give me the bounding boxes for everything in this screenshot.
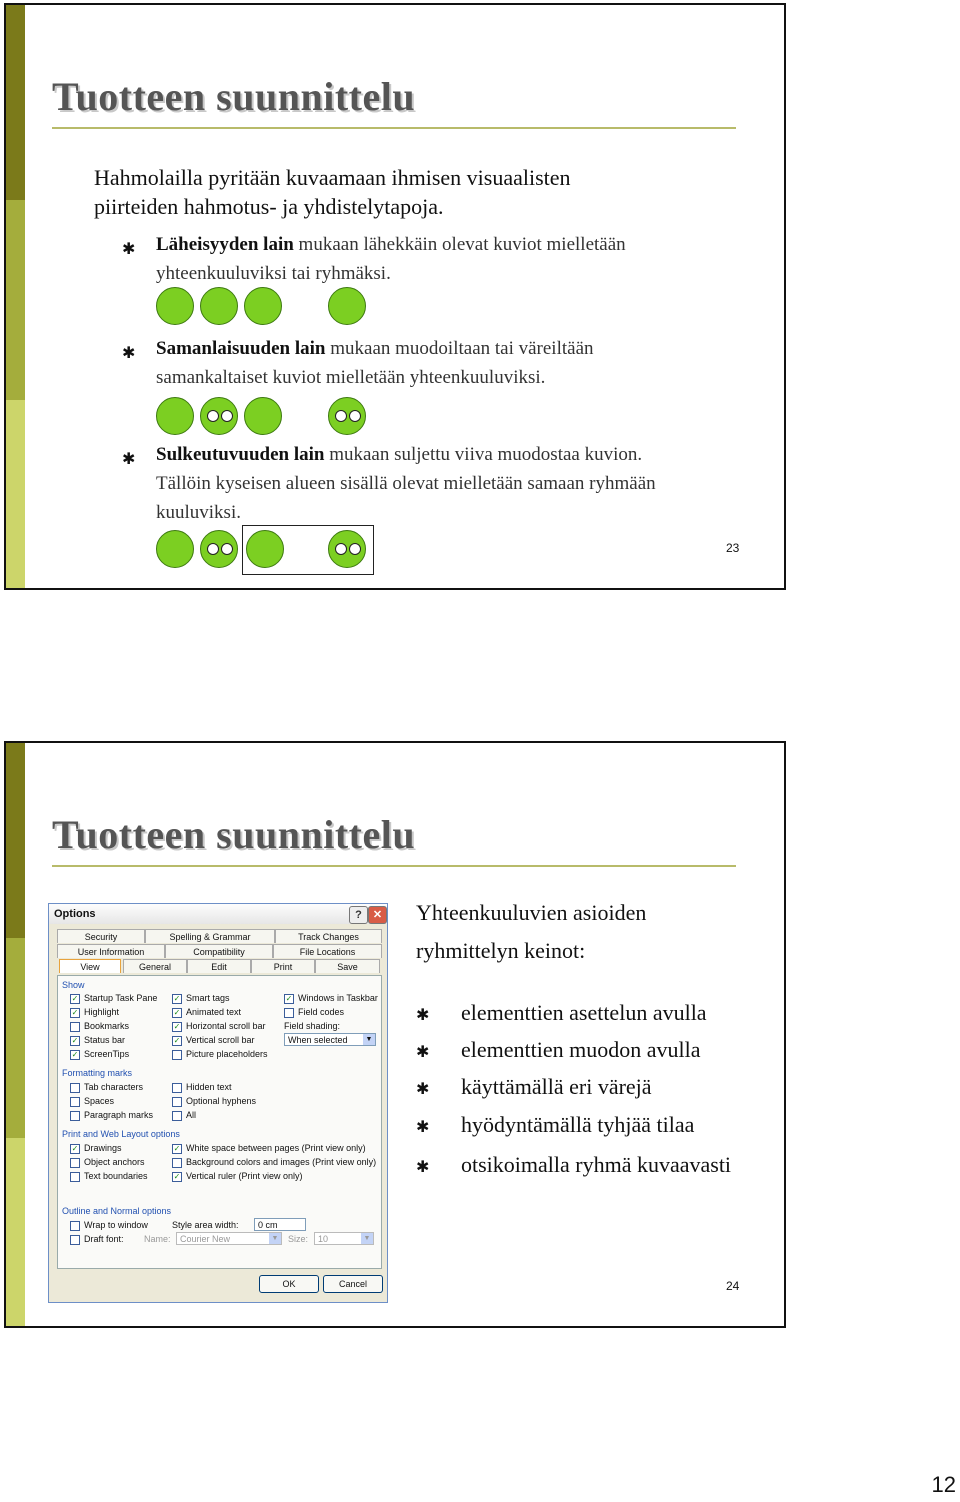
bullet-similarity-line2: samankaltaiset kuviot mielletään yhteenkuuluviksi.	[156, 367, 546, 388]
slide-sidebar	[6, 743, 25, 1326]
bullet-star-icon: ✱	[416, 1007, 430, 1024]
checkbox-background-colors[interactable]: Background colors and images (Print view only)	[172, 1157, 376, 1168]
circle-shape	[156, 530, 194, 568]
tab-save[interactable]: Save	[315, 959, 380, 973]
tab-spelling[interactable]: Spelling & Grammar	[145, 929, 275, 943]
checkbox-highlight[interactable]: ✓ Highlight	[71, 1007, 120, 1017]
circle-shape	[200, 287, 238, 325]
circle-shape	[244, 397, 282, 435]
document-page-number: 12	[931, 1472, 956, 1497]
slide-24	[4, 741, 786, 1328]
slide-sidebar	[6, 5, 25, 588]
checkbox-paragraph-marks[interactable]: Paragraph marks	[70, 1110, 153, 1121]
slide-23	[4, 3, 786, 590]
circle-eyes-shape	[328, 530, 366, 568]
checkbox-startup-task-pane[interactable]: ✓ Startup Task Pane	[71, 993, 158, 1003]
slide-title: Tuotteen suunnittelu	[52, 74, 416, 119]
checkbox-object-anchors[interactable]: Object anchors	[70, 1157, 145, 1168]
bullet-proximity: Läheisyyden lain mukaan lähekkäin olevat kuviot mielletään	[156, 234, 626, 255]
checkbox-spaces[interactable]: Spaces	[70, 1096, 114, 1107]
intro-line-1: Hahmolailla pyritään kuvaamaan ihmisen visuaalisten	[94, 165, 571, 190]
checkbox-horizontal-scroll[interactable]: ✓ Horizontal scroll bar	[173, 1021, 266, 1031]
bullet-closure: Sulkeutuvuuden lain mukaan suljettu viiva muodostaa kuvion.	[156, 444, 643, 465]
list-item: käyttämällä eri värejä	[461, 1074, 652, 1099]
list-item: elementtien muodon avulla	[461, 1037, 701, 1062]
tab-compatibility[interactable]: Compatibility	[165, 944, 273, 958]
dialog-titlebar	[49, 904, 387, 924]
title-rule	[52, 865, 736, 867]
bullet-closure-line2: Tällöin kyseisen alueen sisällä olevat mielletään samaan ryhmään	[156, 473, 656, 494]
slide-title: Tuotteen suunnittelu	[52, 812, 416, 857]
checkbox-screentips[interactable]: ✓ ScreenTips	[71, 1049, 130, 1059]
checkbox-tab-characters[interactable]: Tab characters	[70, 1082, 143, 1093]
bullet-star-icon: ✱	[416, 1119, 430, 1136]
circle-eyes-shape	[328, 397, 366, 435]
chevron-down-icon: ▼	[361, 1233, 373, 1244]
circle-shape	[244, 287, 282, 325]
circle-shape	[156, 397, 194, 435]
view-panel	[57, 975, 382, 1269]
bullet-star-icon: ✱	[122, 451, 136, 468]
checkbox-all[interactable]: All	[172, 1110, 196, 1121]
chevron-down-icon: ▼	[363, 1034, 375, 1045]
bullet-similarity: Samanlaisuuden lain mukaan muodoiltaan tai väreiltään	[156, 338, 594, 359]
chevron-down-icon: ▼	[269, 1233, 281, 1244]
help-icon[interactable]: ?	[349, 906, 368, 924]
ok-button[interactable]: OK	[259, 1275, 319, 1293]
dialog-tabs	[57, 929, 382, 977]
checkbox-status-bar[interactable]: ✓ Status bar	[71, 1035, 126, 1045]
name-label: Name:	[144, 1234, 171, 1244]
section-outline: Outline and Normal options	[62, 1206, 172, 1216]
dialog-title: Options	[54, 908, 96, 920]
circle-shape	[156, 287, 194, 325]
close-icon[interactable]: ✕	[368, 906, 387, 924]
list-item: elementtien asettelun avulla	[461, 1000, 707, 1025]
cancel-button[interactable]: Cancel	[323, 1275, 383, 1293]
checkbox-optional-hyphens[interactable]: Optional hyphens	[172, 1096, 256, 1107]
heading-line-2: ryhmittelyn keinot:	[416, 938, 586, 963]
checkbox-smart-tags[interactable]: ✓ Smart tags	[173, 993, 230, 1003]
checkbox-hidden-text[interactable]: Hidden text	[172, 1082, 232, 1093]
checkbox-animated-text[interactable]: ✓ Animated text	[173, 1007, 242, 1017]
font-size-select[interactable]: 10 ▼	[314, 1232, 374, 1245]
field-shading-label: Field shading:	[284, 1021, 341, 1031]
tab-view[interactable]: View	[59, 959, 121, 973]
checkbox-text-boundaries[interactable]: Text boundaries	[70, 1171, 148, 1182]
checkbox-windows-taskbar[interactable]: ✓ Windows in Taskbar	[285, 993, 378, 1003]
checkbox-draft-font[interactable]: Draft font:	[70, 1234, 124, 1245]
slide-page-number: 23	[726, 541, 740, 555]
slide-page-number: 24	[726, 1279, 740, 1293]
checkbox-wrap-to-window[interactable]: Wrap to window	[70, 1220, 148, 1231]
bullet-star-icon: ✱	[416, 1044, 430, 1061]
checkbox-vertical-scroll[interactable]: ✓ Vertical scroll bar	[173, 1035, 255, 1045]
list-item: otsikoimalla ryhmä kuvaavasti	[461, 1152, 732, 1177]
bullet-star-icon: ✱	[416, 1081, 430, 1098]
font-name-select[interactable]: Courier New ▼	[176, 1232, 282, 1245]
tab-print[interactable]: Print	[251, 959, 315, 973]
checkbox-picture-placeholders[interactable]: Picture placeholders	[172, 1049, 268, 1060]
tab-security[interactable]: Security	[57, 929, 145, 943]
tab-track-changes[interactable]: Track Changes	[275, 929, 382, 943]
style-width-label: Style area width:	[172, 1220, 239, 1230]
circle-eyes-shape	[200, 530, 238, 568]
bullet-closure-line3: kuuluviksi.	[156, 502, 241, 523]
checkbox-bookmarks[interactable]: Bookmarks	[70, 1021, 129, 1032]
intro-line-2: piirteiden hahmotus- ja yhdistelytapoja.	[94, 194, 444, 219]
bullet-star-icon: ✱	[122, 345, 136, 362]
tab-file-locations[interactable]: File Locations	[273, 944, 382, 958]
bullet-star-icon: ✱	[122, 241, 136, 258]
circle-shape	[246, 530, 284, 568]
field-shading-select[interactable]: When selected ▼	[284, 1033, 376, 1046]
section-formatting: Formatting marks	[62, 1068, 133, 1078]
style-width-input[interactable]: 0 cm	[254, 1218, 306, 1231]
bullet-proximity-line2: yhteenkuuluviksi tai ryhmäksi.	[156, 263, 391, 284]
checkbox-drawings[interactable]: ✓ Drawings	[71, 1143, 122, 1153]
checkbox-field-codes[interactable]: Field codes	[284, 1007, 344, 1018]
options-dialog	[48, 903, 388, 1303]
heading-line-1: Yhteenkuuluvien asioiden	[416, 900, 647, 925]
circle-shape	[328, 287, 366, 325]
section-print-web: Print and Web Layout options	[62, 1129, 180, 1139]
tab-general[interactable]: General	[123, 959, 187, 973]
tab-edit[interactable]: Edit	[187, 959, 251, 973]
checkbox-vertical-ruler[interactable]: ✓ Vertical ruler (Print view only)	[173, 1171, 303, 1181]
bullet-star-icon: ✱	[416, 1159, 430, 1176]
size-label: Size:	[288, 1234, 309, 1244]
title-rule	[52, 127, 736, 129]
list-item: hyödyntämällä tyhjää tilaa	[461, 1112, 695, 1137]
section-show: Show	[62, 980, 85, 990]
checkbox-white-space[interactable]: ✓ White space between pages (Print view only)	[173, 1143, 366, 1153]
circle-eyes-shape	[200, 397, 238, 435]
tab-user-information[interactable]: User Information	[57, 944, 165, 958]
